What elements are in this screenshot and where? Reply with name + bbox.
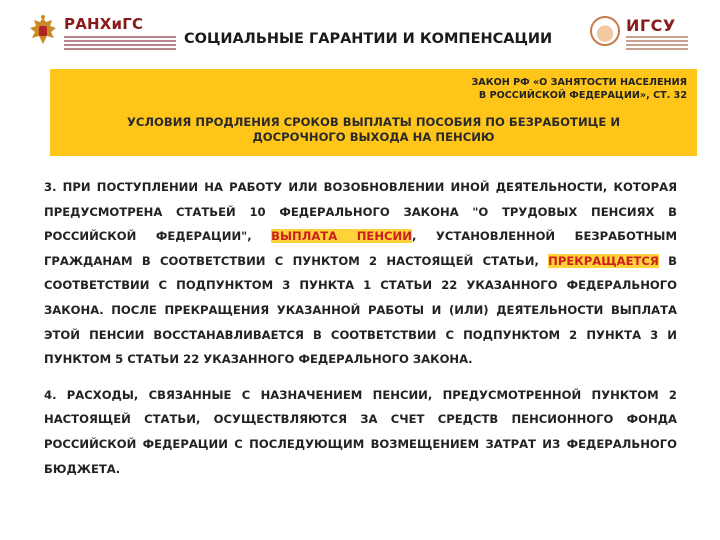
igsu-tagline <box>626 36 688 50</box>
article-body <box>44 175 677 481</box>
highlight-terminated: ПРЕКРАЩАЕТСЯ <box>548 253 659 268</box>
ranepa-tagline <box>64 36 176 50</box>
slide-header <box>0 0 720 62</box>
highlight-payment-of-pension: ВЫПЛАТА ПЕНСИИ <box>271 229 412 244</box>
law-reference <box>347 76 687 102</box>
law-reference-line: ЗАКОН РФ «О ЗАНЯТОСТИ НАСЕЛЕНИЯ <box>471 77 687 88</box>
page-title: СОЦИАЛЬНЫЕ ГАРАНТИИ И КОМПЕНСАЦИИ <box>184 31 553 47</box>
igsu-brand-text: ИГСУ <box>626 16 676 35</box>
paragraph-text: , УСТАНОВЛЕННОЙ БЕЗРАБОТНЫМ ГРАЖДАНАМ В СООТВЕТСТВИИ С ПУНКТОМ 2 НАСТОЯЩЕЙ СТАТЬИ, <box>44 229 677 268</box>
paragraph-text: В СООТВЕТСТВИИ С ПОДПУНКТОМ 3 ПУНКТА 1 СТАТЬИ 22 УКАЗАННОГО ФЕДЕРАЛЬНОГО ЗАКОНА. ПОСЛЕ ПРЕКРАЩЕНИЯ УКАЗАННОЙ РАБОТЫ И (ИЛИ) ДЕЯТЕЛЬНОСТИ ВЫПЛАТА ЭТОЙ ПЕНСИИ ВОССТАНАВЛИВАЕТСЯ В СООТВЕТСТВИИ С ПОДПУНКТОМ 2 ПУНКТА 3 И ПУНКТОМ 5 СТАТЬИ 22 УКАЗАННОГО ФЕДЕРАЛЬНОГО ЗАКОНА. <box>44 253 678 367</box>
section-heading-line: ДОСРОЧНОГО ВЫХОДА НА ПЕНСИЮ <box>252 130 495 144</box>
law-reference-line: В РОССИЙСКОЙ ФЕДЕРАЦИИ», СТ. 32 <box>478 90 687 101</box>
igsu-emblem-icon <box>590 16 620 46</box>
paragraph-4: 4. РАСХОДЫ, СВЯЗАННЫЕ С НАЗНАЧЕНИЕМ ПЕНСИИ, ПРЕДУСМОТРЕННОЙ ПУНКТОМ 2 НАСТОЯЩЕЙ СТАТЬИ, ОСУЩЕСТВЛЯЮТСЯ ЗА СЧЕТ СРЕДСТВ ПЕНСИОННОГО ФОНДА РОССИЙСКОЙ ФЕДЕРАЦИИ С ПОСЛЕДУЮЩИМ ВОЗМЕЩЕНИЕМ ЗАТРАТ ИЗ ФЕДЕРАЛЬНОГО БЮДЖЕТА. <box>44 387 677 476</box>
ranepa-logo <box>28 14 178 56</box>
topic-banner <box>50 69 697 156</box>
paragraph-3 <box>44 175 677 372</box>
ranepa-brand-text: РАНХиГС <box>64 15 144 33</box>
igsu-logo <box>590 14 700 58</box>
section-heading <box>80 115 667 145</box>
section-heading-line: УСЛОВИЯ ПРОДЛЕНИЯ СРОКОВ ВЫПЛАТЫ ПОСОБИЯ ПО БЕЗРАБОТИЦЕ И <box>126 115 621 129</box>
paragraph-text: 3. ПРИ ПОСТУПЛЕНИИ НА РАБОТУ ИЛИ ВОЗОБНОВЛЕНИИ ИНОЙ ДЕЯТЕЛЬНОСТИ, КОТОРАЯ ПРЕДУСМОТРЕНА СТАТЬЕЙ 10 ФЕДЕРАЛЬНОГО ЗАКОНА "О ТРУДОВЫХ ПЕНСИЯХ В РОССИЙСКОЙ ФЕДЕРАЦИИ", <box>44 180 677 244</box>
eagle-emblem-icon <box>28 14 58 50</box>
